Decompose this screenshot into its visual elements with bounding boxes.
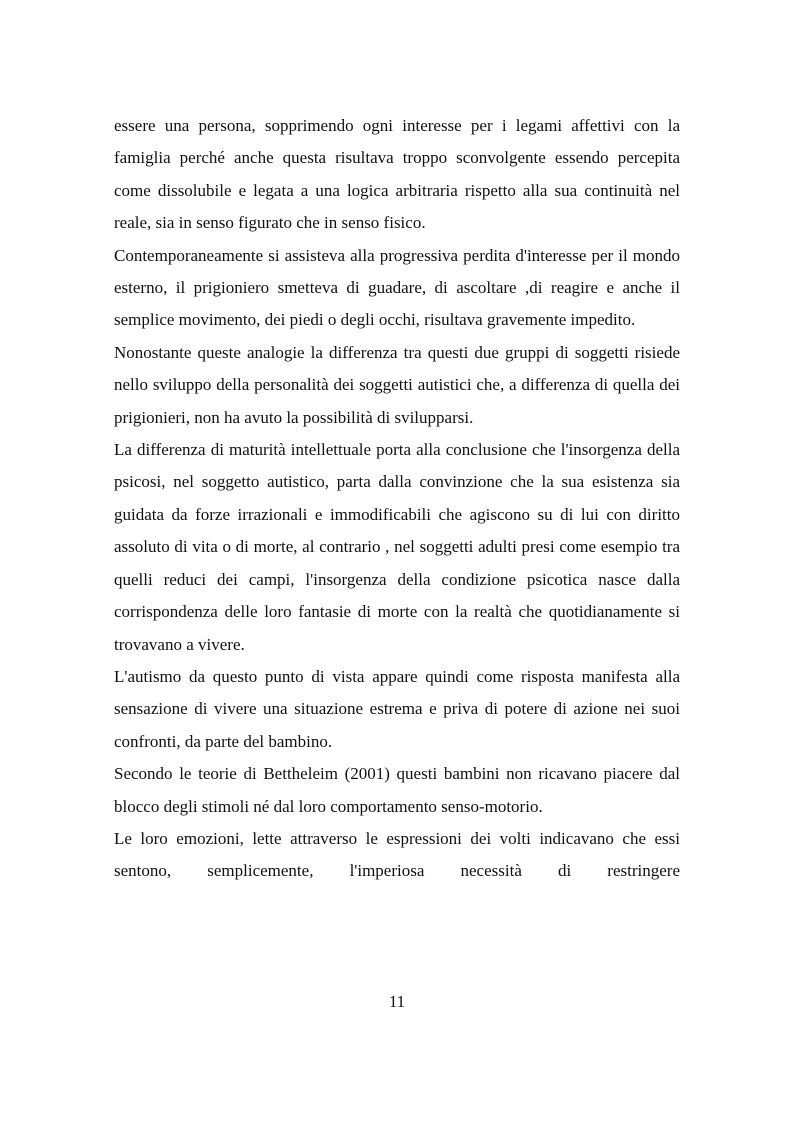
paragraph-2: Contemporaneamente si assisteva alla progressiva perdita d'interesse per il mondo esterno, il prigioniero smetteva di guadare, di ascoltare ,di reagire e anche il semplice movimento, dei piedi o degli occhi, risultava gravemente impedito. bbox=[114, 245, 680, 330]
paragraph-6: Secondo le teorie di Bettheleim (2001) questi bambini non ricavano piacere dal blocco degli stimoli né dal loro comportamento senso-motorio. bbox=[114, 764, 680, 816]
paragraph-4: La differenza di maturità intellettuale porta alla conclusione che l'insorgenza della psicosi, nel soggetto autistico, parta dalla convinzione che la sua esistenza sia guidata da forze irrazionali e immodificabili che agiscono su di lui con diritto assoluto di vita o di morte, al contrario , nel soggetti adulti presi come esempio tra quelli reduci dei campi, l'insorgenza della condizione psicotica nasce dalla corrispondenza delle loro fantasie di morte con la realtà che quotidianamente si trovavano a vivere. bbox=[114, 440, 680, 654]
paragraph-7: Le loro emozioni, lette attraverso le espressioni dei volti indicavano che essi sentono, semplicemente, l'imperiosa necessità di restringere bbox=[114, 828, 680, 881]
paragraph-3: Nonostante queste analogie la differenza tra questi due gruppi di soggetti risiede nello sviluppo della personalità dei soggetti autistici che, a differenza di quella dei prigionieri, non ha avuto la possibilità di svilupparsi. bbox=[114, 342, 680, 427]
paragraph-5: L'autismo da questo punto di vista appare quindi come risposta manifesta alla sensazione di vivere una situazione estrema e priva di potere di azione nei suoi confronti, da parte del bambino. bbox=[114, 666, 680, 751]
body-text bbox=[114, 110, 680, 888]
page-number: 11 bbox=[388, 992, 406, 1011]
paragraph-1: essere una persona, sopprimendo ogni interesse per i legami affettivi con la famiglia perché anche questa risultava troppo sconvolgente essendo percepita come dissolubile e legata a una logica arbitraria rispetto alla sua continuità nel reale, sia in senso figurato che in senso fisico. bbox=[114, 116, 680, 233]
